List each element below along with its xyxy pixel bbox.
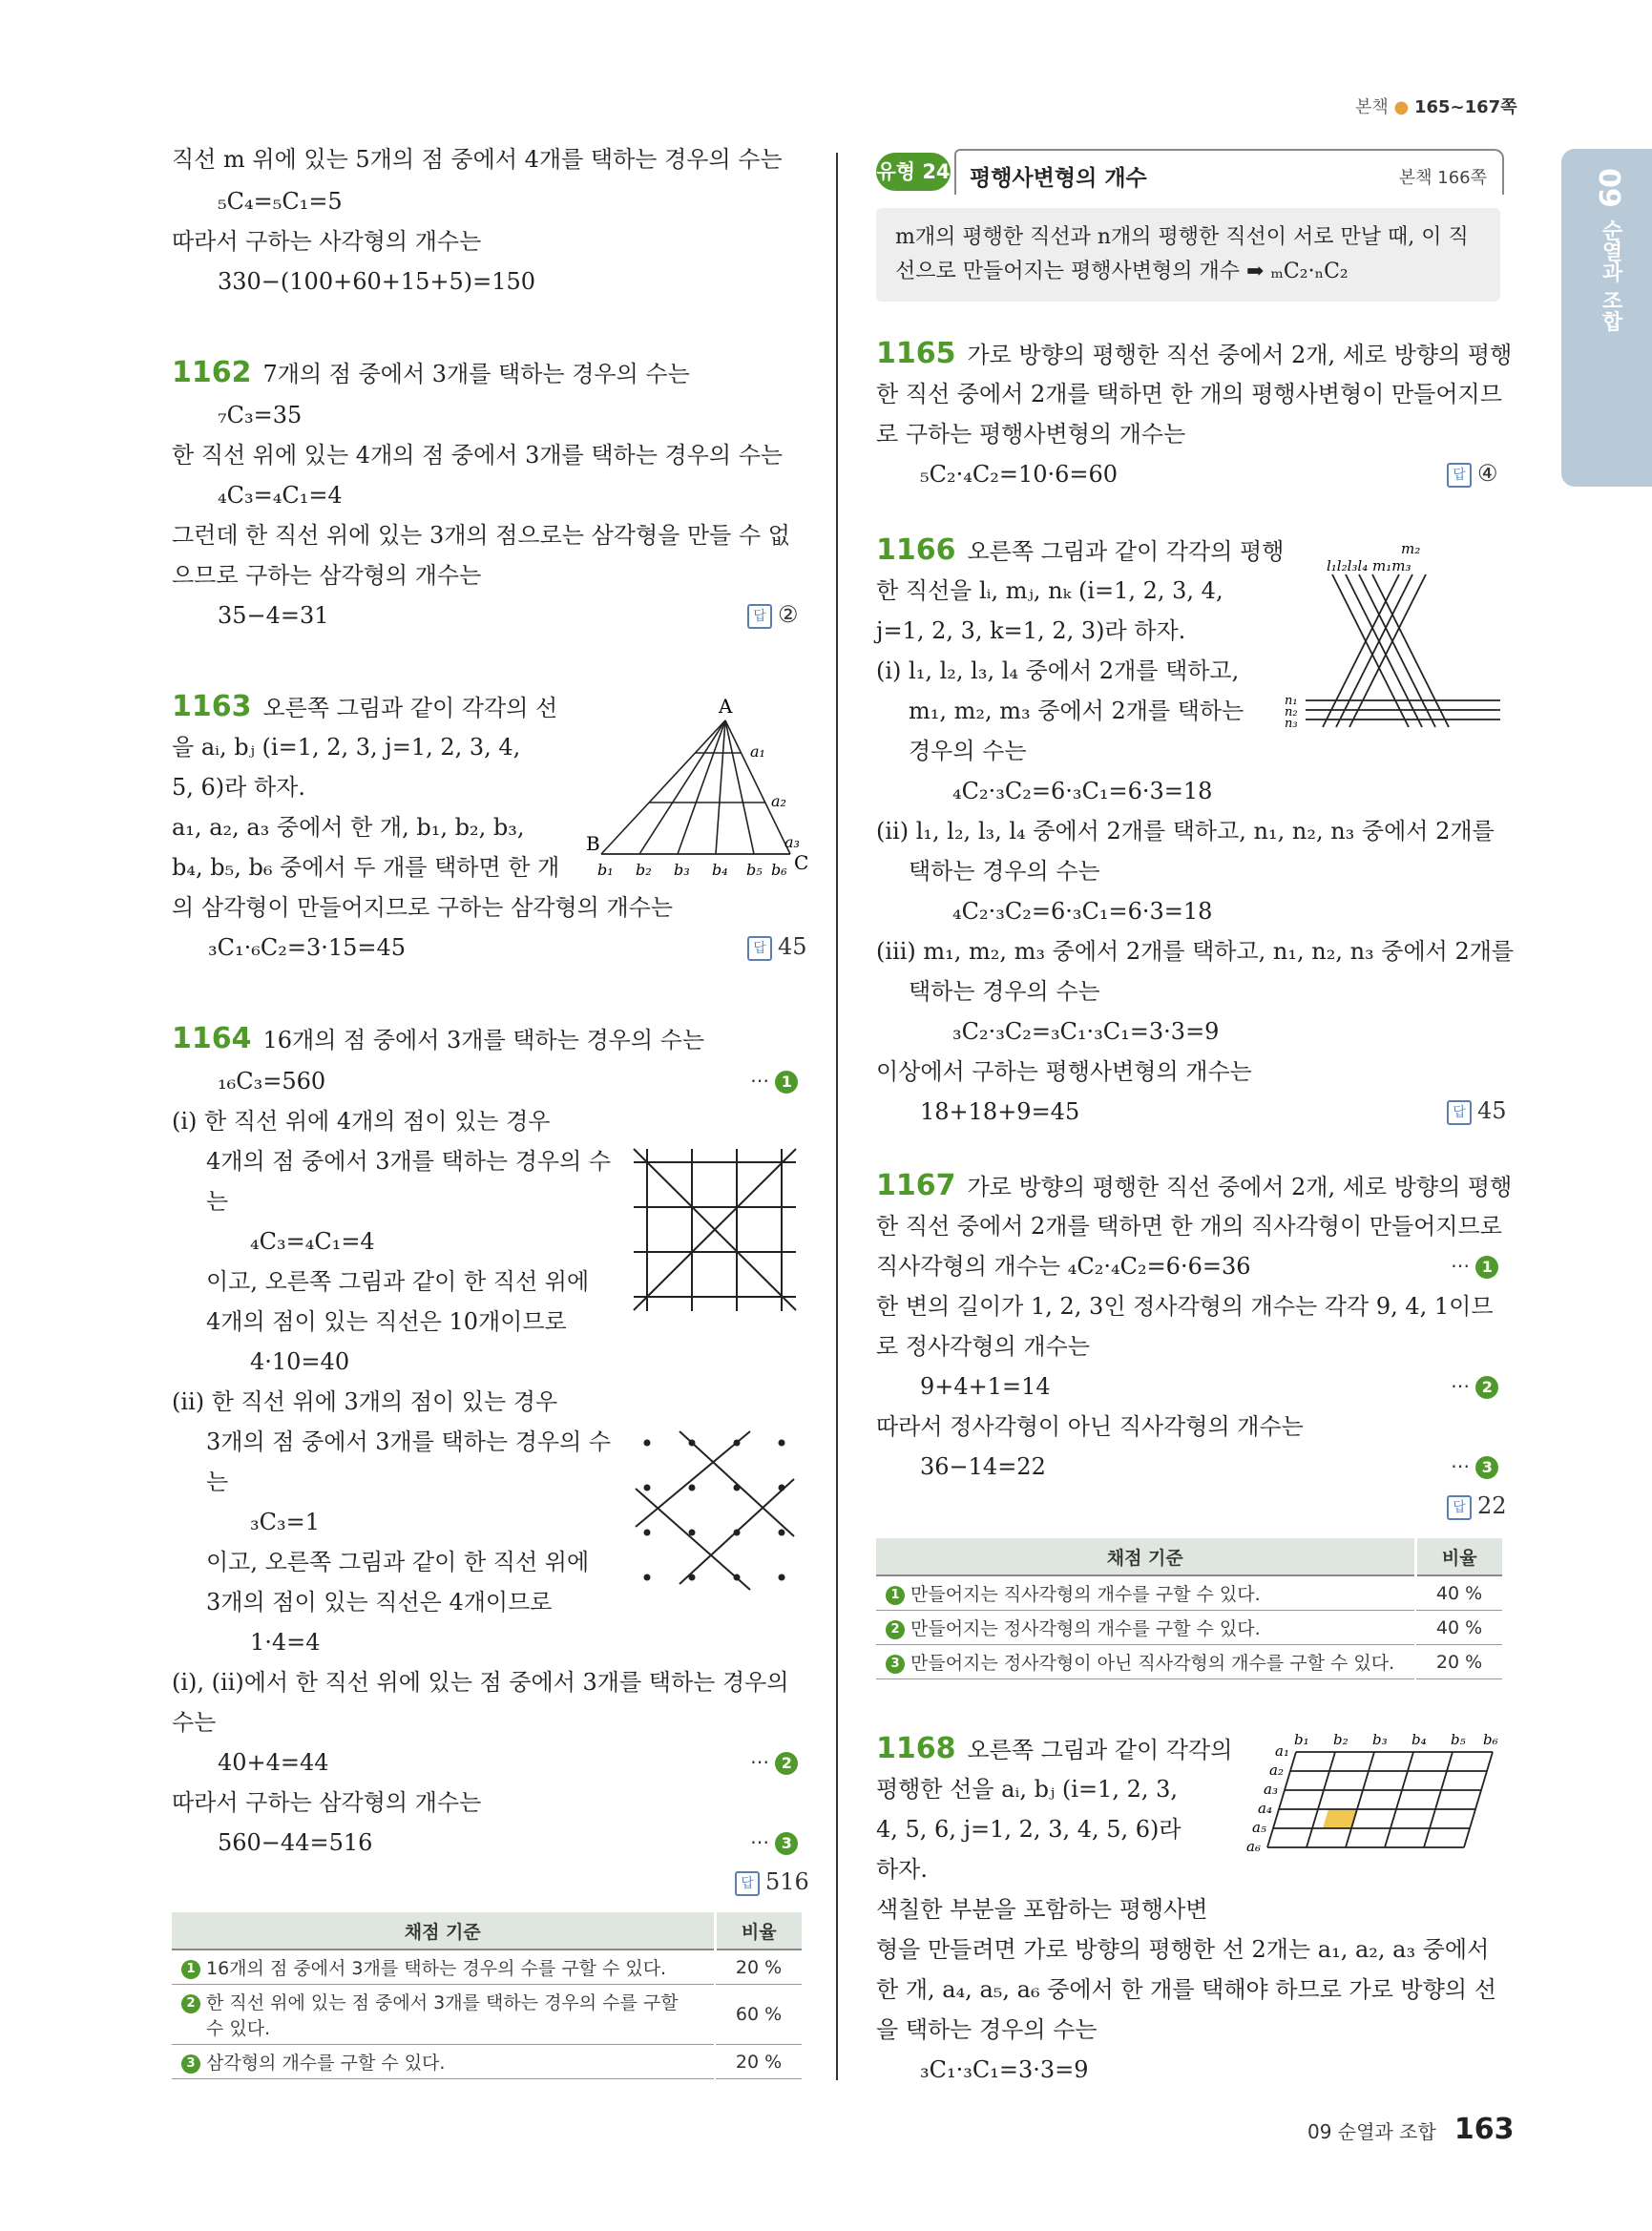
problem-1162-line-7: 35−4=31 — [218, 602, 329, 629]
label-a4: a₄ — [1258, 1800, 1272, 1817]
criteria-ratio: 40 % — [1415, 1611, 1502, 1645]
problem-1165-line-4: ₅C₂·₄C₂=10·6=60 — [920, 461, 1119, 488]
problem-1167-line-4: 한 변의 길이가 1, 2, 3인 정사각형의 개수는 각각 9, 4, 1이므 — [876, 1293, 1494, 1320]
problem-1166-line-2: 한 직선을 lᵢ, mⱼ, nₖ (i=1, 2, 3, 4, — [876, 577, 1223, 604]
label-b5: b₅ — [746, 861, 763, 879]
criteria-desc: 만들어지는 정사각형의 개수를 구할 수 있다. — [910, 1618, 1261, 1639]
criteria-desc-cont: 수 있다. — [206, 2018, 271, 2039]
label-m2: m₂ — [1401, 540, 1421, 557]
answer-icon: 답 — [747, 604, 772, 629]
criteria-ratio: 40 % — [1415, 1575, 1502, 1611]
label-n3: n₃ — [1285, 717, 1298, 731]
problem-1166-line-8: (ⅱ) l₁, l₂, l₃, l₄ 중에서 2개를 택하고, n₁, n₂, n₃ 중에서 2개를 — [876, 818, 1495, 844]
criteria-header: 채점 기준 — [876, 1538, 1415, 1575]
problem-1166-line-9: 택하는 경우의 수는 — [909, 858, 1100, 885]
page-ref — [1355, 94, 1517, 118]
problem-1164-line-19: 40+4=44 — [218, 1749, 329, 1776]
label-n1: n₁ — [1285, 694, 1298, 708]
criteria-num: 1 — [886, 1586, 905, 1605]
footer — [1307, 2113, 1514, 2146]
problem-1168-line-2: 평행한 선을 aᵢ, bⱼ (i=1, 2, 3, — [876, 1776, 1179, 1803]
problem-1164-line-13: ₃C₃=1 — [250, 1509, 320, 1535]
problem-text: 16개의 점 중에서 3개를 택하는 경우의 수는 — [262, 1027, 705, 1053]
problem-1165-line-3: 로 구하는 평행사변형의 개수는 — [876, 421, 1186, 448]
problem-number: 1163 — [172, 690, 252, 723]
problem-1163-line-4: a₁, a₂, a₃ 중에서 한 개, b₁, b₂, b₃, — [172, 814, 525, 841]
problem-number: 1162 — [172, 356, 252, 389]
problem-1165-line-1 — [876, 337, 1513, 370]
criteria-num: 3 — [181, 2054, 200, 2074]
label-B: B — [586, 832, 600, 855]
problem-1164-line-4: 4개의 점 중에서 3개를 택하는 경우의 수 — [206, 1148, 612, 1175]
label-b1: b₁ — [1294, 1731, 1309, 1748]
type-desc-line-2: 선으로 만들어지는 평행사변형의 개수 ➡ ₘC₂·ₙC₂ — [895, 260, 1349, 283]
type-badge: 유형 24 — [876, 153, 951, 191]
label-b4: b₄ — [712, 861, 728, 879]
problem-1166-line-14: 이상에서 구하는 평행사변형의 개수는 — [876, 1058, 1252, 1085]
triangle-side-ac — [725, 720, 790, 854]
chapter-num: 09 — [1592, 168, 1625, 208]
scoring-criteria-table-1164 — [172, 1912, 802, 2079]
ref-label: 본책 — [1355, 97, 1389, 117]
problem-1162-line-2: ₇C₃=35 — [218, 402, 303, 428]
label-b2: b₂ — [636, 861, 652, 879]
ray-b5 — [725, 720, 754, 854]
criteria-desc: 만들어지는 정사각형이 아닌 직사각형의 개수를 구할 수 있다. — [910, 1653, 1395, 1674]
label-C: C — [794, 851, 809, 874]
answer-icon: 답 — [1447, 1100, 1472, 1125]
problem-number: 1168 — [876, 1732, 956, 1765]
criteria-row — [172, 2045, 802, 2079]
problem-1167-line-6: 9+4+1=14 — [920, 1373, 1051, 1400]
problem-1168-line-9: ₃C₁·₃C₁=3·3=9 — [920, 2056, 1089, 2083]
problem-1164-line-5: 는 — [206, 1188, 229, 1215]
problem-1168-line-7: 한 개, a₄, a₅, a₆ 중에서 한 개를 택해야 하므로 가로 방향의 선 — [876, 1976, 1496, 2003]
answer-1164 — [735, 1868, 809, 1896]
problem-1163-line-1 — [172, 690, 558, 723]
problem-1162-line-1 — [172, 356, 690, 389]
step-marker-2: ⋯ 2 — [750, 1750, 798, 1775]
criteria-text — [876, 1575, 1415, 1611]
criteria-desc: 한 직선 위에 있는 점 중에서 3개를 택하는 경우의 수를 구할 — [206, 1992, 679, 2013]
criteria-num: 3 — [886, 1655, 905, 1674]
criteria-ratio: 20 % — [715, 2045, 802, 2079]
label-a2: a₂ — [771, 792, 786, 810]
criteria-ratio: 60 % — [715, 1985, 802, 2045]
criteria-num: 1 — [181, 1960, 200, 1979]
criteria-text — [172, 2045, 715, 2079]
problem-1163-line-2: 을 aᵢ, bⱼ (i=1, 2, 3, j=1, 2, 3, 4, — [172, 734, 521, 761]
criteria-header-row — [876, 1538, 1502, 1575]
label-n2: n₂ — [1285, 705, 1298, 719]
problem-1164-line-6: ₄C₃=₄C₁=4 — [250, 1228, 375, 1255]
answer-1165 — [1447, 460, 1498, 488]
label-a2: a₂ — [1269, 1762, 1284, 1779]
problem-1166-line-6: 경우의 수는 — [909, 738, 1027, 764]
criteria-row — [172, 1985, 802, 2045]
problem-1166-line-13: ₃C₂·₃C₂=₃C₁·₃C₁=3·3=9 — [952, 1018, 1220, 1045]
ratio-header: 비율 — [1415, 1538, 1502, 1575]
problem-1164-line-9: 4·10=40 — [250, 1348, 350, 1375]
problem-1164-line-21: 560−44=516 — [218, 1829, 373, 1856]
problem-1166-line-5: m₁, m₂, m₃ 중에서 2개를 택하는 — [909, 698, 1244, 724]
problem-text: 가로 방향의 평행한 직선 중에서 2개, 세로 방향의 평행 — [967, 342, 1513, 368]
chapter-title: 순열과 조합 — [1599, 219, 1622, 332]
ref-dot-icon: ● — [1393, 97, 1410, 117]
figure-1168-parallelogram-grid — [1246, 1731, 1504, 1912]
criteria-row — [876, 1575, 1502, 1611]
type-ref: 본책 166쪽 — [1398, 168, 1487, 188]
criteria-desc: 삼각형의 개수를 구할 수 있다. — [206, 2053, 446, 2074]
answer-icon: 답 — [1447, 463, 1472, 488]
problem-1164-line-16: 1·4=4 — [250, 1629, 321, 1656]
label-l-m: l₁l₂l₃l₄ m₁m₃ — [1327, 557, 1412, 574]
step-marker-1: ⋯ 1 — [750, 1069, 798, 1094]
problem-1164-line-7: 이고, 오른쪽 그림과 같이 한 직선 위에 — [206, 1268, 590, 1295]
problem-1166-line-1 — [876, 533, 1285, 567]
problem-1166-line-11: (ⅲ) m₁, m₂, m₃ 중에서 2개를 택하고, n₁, n₂, n₃ 중에서 2개를 — [876, 938, 1515, 965]
label-a1: a₁ — [1275, 1742, 1289, 1760]
criteria-row — [172, 1950, 802, 1985]
problem-number: 1166 — [876, 533, 956, 567]
problem-1164-line-3: (ⅰ) 한 직선 위에 4개의 점이 있는 경우 — [172, 1108, 551, 1135]
problem-1168-line-5: 색칠한 부분을 포함하는 평행사변 — [876, 1896, 1208, 1923]
problem-1164-line-11: 3개의 점 중에서 3개를 택하는 경우의 수 — [206, 1428, 612, 1455]
problem-1166-line-10: ₄C₂·₃C₂=6·₃C₁=6·3=18 — [952, 898, 1213, 925]
type-description-box — [876, 208, 1500, 302]
problem-1168-line-4: 하자. — [876, 1856, 928, 1883]
criteria-desc: 만들어지는 직사각형의 개수를 구할 수 있다. — [910, 1584, 1261, 1605]
type-title-box — [954, 149, 1504, 195]
label-b6: b₆ — [771, 861, 787, 879]
label-b6: b₆ — [1483, 1731, 1498, 1748]
answer-1162 — [747, 601, 799, 629]
column-divider — [836, 153, 838, 2080]
triangle-side-ab — [601, 720, 725, 854]
problem-1163-line-7: ₃C₁·₆C₂=3·15=45 — [208, 934, 407, 961]
criteria-row — [876, 1645, 1502, 1679]
problem-1167-line-1 — [876, 1169, 1513, 1202]
problem-1166-line-7: ₄C₂·₃C₂=6·₃C₁=6·3=18 — [952, 778, 1213, 804]
problem-text: 오른쪽 그림과 같이 각각의 평행 — [967, 538, 1285, 565]
label-b5: b₅ — [1451, 1731, 1466, 1748]
step-number: 1 — [1475, 1256, 1498, 1279]
problem-text: 가로 방향의 평행한 직선 중에서 2개, 세로 방향의 평행 — [967, 1174, 1513, 1200]
footer-chapter: 09 순열과 조합 — [1307, 2120, 1436, 2143]
ref-pages: 165~167쪽 — [1413, 97, 1517, 117]
problem-1164-line-2: ₁₆C₃=560 — [218, 1068, 326, 1095]
problem-1164-line-1 — [172, 1022, 705, 1055]
problem-1168-line-3: 4, 5, 6, j=1, 2, 3, 4, 5, 6)라 — [876, 1816, 1181, 1843]
problem-1163-line-5: b₄, b₅, b₆ 중에서 두 개를 택하면 한 개 — [172, 854, 560, 881]
answer-value: ④ — [1477, 460, 1498, 487]
criteria-text — [876, 1645, 1415, 1679]
figure-1164-grid-4x4 — [626, 1141, 804, 1319]
label-a6: a₆ — [1246, 1838, 1261, 1855]
step-number: 2 — [775, 1752, 798, 1775]
problem-1167-line-7: 따라서 정사각형이 아닌 직사각형의 개수는 — [876, 1413, 1304, 1440]
label-A: A — [719, 695, 733, 718]
problem-text: 오른쪽 그림과 같이 각각의 — [967, 1737, 1233, 1763]
criteria-text — [172, 1985, 715, 2045]
label-b4: b₄ — [1412, 1731, 1427, 1748]
step-marker-2: ⋯ 2 — [1451, 1374, 1498, 1399]
problem-1162-line-5: 그런데 한 직선 위에 있는 3개의 점으로는 삼각형을 만들 수 없 — [172, 522, 790, 549]
figure-1166-parallel-lines — [1285, 536, 1504, 756]
chapter-side-tab — [1561, 149, 1652, 487]
problem-1162-line-4: ₄C₃=₄C₁=4 — [218, 482, 343, 509]
problem-1166-line-4: (ⅰ) l₁, l₂, l₃, l₄ 중에서 2개를 택하고, — [876, 657, 1240, 684]
step-number: 1 — [775, 1071, 798, 1094]
problem-1163-line-3: 5, 6)라 하자. — [172, 774, 305, 801]
page-number: 163 — [1453, 2113, 1515, 2146]
criteria-num: 2 — [886, 1620, 905, 1639]
problem-1164-line-18: 수는 — [172, 1709, 217, 1736]
step-number: 3 — [775, 1832, 798, 1855]
ratio-header: 비율 — [715, 1912, 802, 1950]
criteria-header: 채점 기준 — [172, 1912, 715, 1950]
criteria-text — [876, 1611, 1415, 1645]
problem-1167-line-8: 36−14=22 — [920, 1453, 1046, 1480]
problem-1166-line-15: 18+18+9=45 — [920, 1098, 1080, 1125]
answer-value: 45 — [778, 933, 807, 960]
answer-value: 22 — [1477, 1492, 1507, 1519]
answer-value: ② — [778, 601, 799, 628]
criteria-header-row — [172, 1912, 802, 1950]
criteria-text — [172, 1950, 715, 1985]
ray-b4 — [716, 720, 725, 854]
problem-1163-line-6: 의 삼각형이 만들어지므로 구하는 삼각형의 개수는 — [172, 894, 674, 921]
criteria-num: 2 — [181, 1994, 200, 2013]
problem-1162-line-3: 한 직선 위에 있는 4개의 점 중에서 3개를 택하는 경우의 수는 — [172, 442, 784, 469]
figure-1164-diagonal-lines — [626, 1422, 804, 1599]
problem-1166-line-12: 택하는 경우의 수는 — [909, 978, 1100, 1005]
label-b1: b₁ — [597, 861, 614, 879]
problem-1162-line-6: 으므로 구하는 삼각형의 개수는 — [172, 562, 482, 589]
problem-1165-line-2: 한 직선 중에서 2개를 택하면 한 개의 평행사변형이 만들어지므 — [876, 381, 1502, 407]
step-marker-3: ⋯ 3 — [750, 1830, 798, 1855]
answer-icon: 답 — [735, 1871, 760, 1896]
label-a3: a₃ — [784, 833, 800, 851]
problem-1168-line-1 — [876, 1732, 1233, 1765]
answer-value: 45 — [1477, 1097, 1507, 1124]
step-marker-1: ⋯ 1 — [1451, 1254, 1498, 1279]
step-number: 3 — [1475, 1456, 1498, 1479]
label-b2: b₂ — [1333, 1731, 1349, 1748]
criteria-ratio: 20 % — [715, 1950, 802, 1985]
intro-line-3: 따라서 구하는 사각형의 개수는 — [172, 228, 482, 255]
intro-line-1: 직선 m 위에 있는 5개의 점 중에서 4개를 택하는 경우의 수는 — [172, 146, 783, 173]
problem-1168-line-8: 을 택하는 경우의 수는 — [876, 2016, 1098, 2043]
label-a5: a₅ — [1252, 1819, 1266, 1836]
problem-1168-line-6: 형을 만들려면 가로 방향의 평행한 선 2개는 a₁, a₂, a₃ 중에서 — [876, 1936, 1490, 1963]
criteria-desc: 16개의 점 중에서 3개를 택하는 경우의 수를 구할 수 있다. — [206, 1958, 667, 1979]
step-marker-3: ⋯ 3 — [1451, 1454, 1498, 1479]
problem-1164-line-17: (ⅰ), (ⅱ)에서 한 직선 위에 있는 점 중에서 3개를 택하는 경우의 — [172, 1669, 789, 1696]
problem-1164-line-20: 따라서 구하는 삼각형의 개수는 — [172, 1789, 482, 1816]
type-desc-line-1: m개의 평행한 직선과 n개의 평행한 직선이 서로 만날 때, 이 직 — [895, 225, 1469, 249]
ray-b2 — [639, 720, 725, 854]
answer-1167 — [1447, 1492, 1507, 1520]
problem-1167-line-2: 한 직선 중에서 2개를 택하면 한 개의 직사각형이 만들어지므로 — [876, 1213, 1502, 1240]
figure-1163-triangle — [582, 692, 811, 883]
problem-1167-line-3: 직사각형의 개수는 ₄C₂·₄C₂=6·6=36 — [876, 1253, 1251, 1280]
label-b3: b₃ — [674, 861, 690, 879]
problem-text: 오른쪽 그림과 같이 각각의 선 — [262, 695, 558, 721]
problem-1164-line-14: 이고, 오른쪽 그림과 같이 한 직선 위에 — [206, 1549, 590, 1575]
step-number: 2 — [1475, 1376, 1498, 1399]
label-a1: a₁ — [750, 742, 765, 761]
intro-line-4: 330−(100+60+15+5)=150 — [218, 268, 536, 295]
label-b3: b₃ — [1372, 1731, 1388, 1748]
ray-b3 — [678, 720, 725, 854]
problem-1164-line-8: 4개의 점이 있는 직선은 10개이므로 — [206, 1308, 567, 1335]
criteria-row — [876, 1611, 1502, 1645]
label-a3: a₃ — [1264, 1781, 1278, 1798]
problem-number: 1165 — [876, 337, 956, 370]
problem-1164-line-15: 3개의 점이 있는 직선은 4개이므로 — [206, 1589, 553, 1616]
answer-1163 — [747, 933, 807, 961]
problem-1167-line-5: 로 정사각형의 개수는 — [876, 1333, 1090, 1360]
problem-number: 1167 — [876, 1169, 956, 1202]
problem-text: 7개의 점 중에서 3개를 택하는 경우의 수는 — [262, 361, 690, 387]
type-title: 평행사변형의 개수 — [970, 166, 1147, 191]
problem-1164-line-10: (ⅱ) 한 직선 위에 3개의 점이 있는 경우 — [172, 1388, 558, 1415]
answer-icon: 답 — [747, 936, 772, 961]
answer-icon: 답 — [1447, 1495, 1472, 1520]
problem-1166-line-3: j=1, 2, 3, k=1, 2, 3)라 하자. — [876, 617, 1186, 644]
answer-1166 — [1447, 1097, 1507, 1125]
scoring-criteria-table-1167 — [876, 1538, 1502, 1679]
problem-1164-line-12: 는 — [206, 1469, 229, 1495]
intro-line-2: ₅C₄=₅C₁=5 — [218, 188, 343, 215]
problem-number: 1164 — [172, 1022, 252, 1055]
answer-value: 516 — [765, 1868, 809, 1895]
criteria-ratio: 20 % — [1415, 1645, 1502, 1679]
